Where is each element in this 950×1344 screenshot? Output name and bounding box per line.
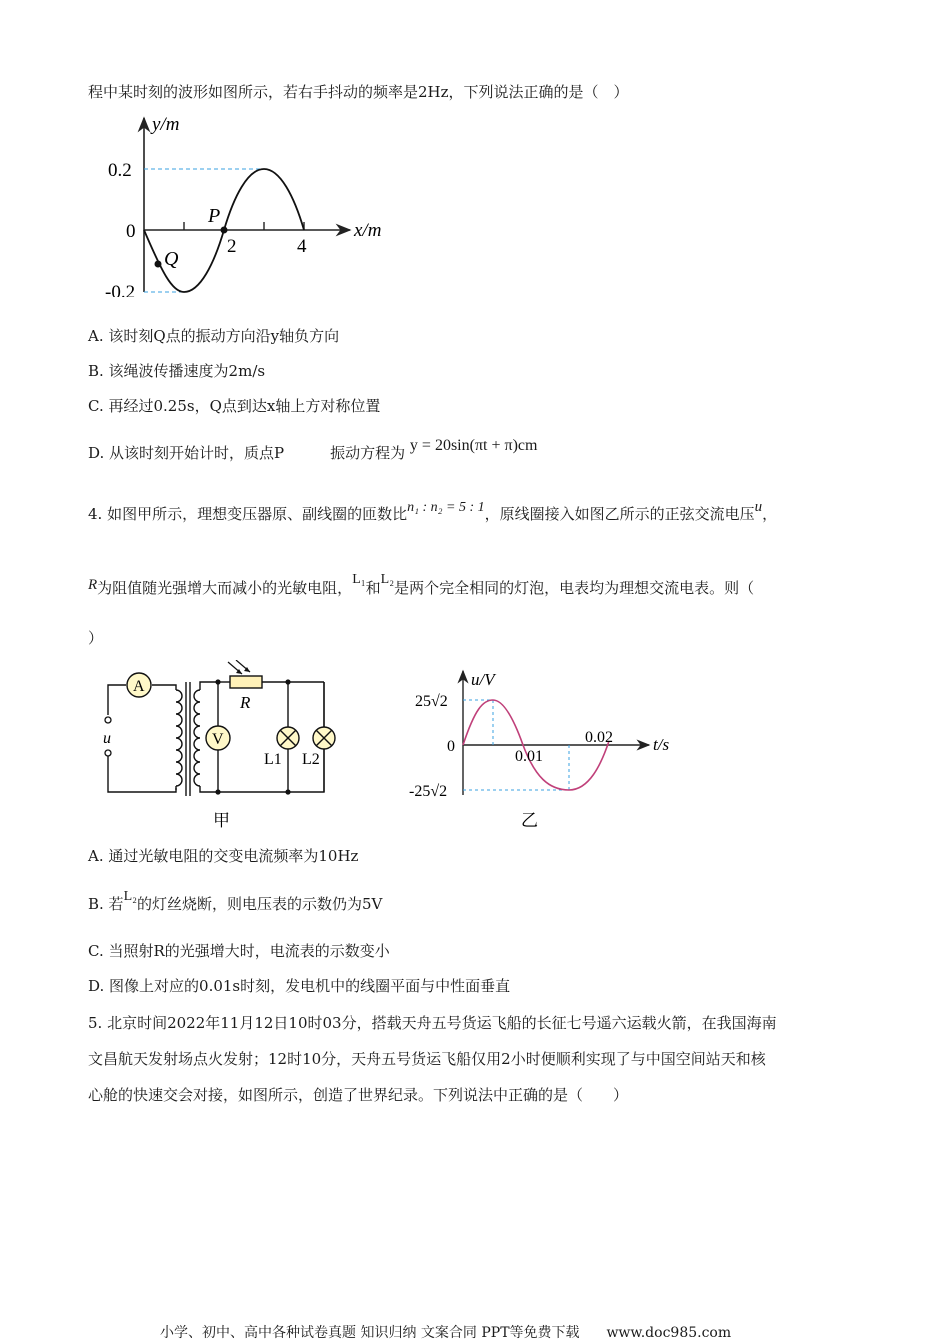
q4-option-b-lamp: L₂	[123, 889, 137, 904]
q3-option-d-formula: y = 20sin(πt + π)cm	[409, 437, 538, 454]
wave-y-bottom: -0.2	[105, 282, 136, 297]
q3-option-d-prefix: D. 从该时刻开始计时，质点P	[88, 444, 285, 462]
ac-t1-label: 0.01	[515, 748, 543, 765]
q5-line3: 心舱的快速交会对接，如图所示，创造了世界纪录。下列说法中正确的是（ ）	[88, 1086, 629, 1104]
q4-option-b: B. 若L₂的灯丝烧断，则电压表的示数仍为5V	[88, 889, 383, 913]
wave-y-top: 0.2	[108, 160, 132, 181]
q5-line2: 文昌航天发射场点火发射；12时10分，天舟五号货运飞船仅用2小时便顺利实现了与中国空间站天和核	[88, 1050, 766, 1068]
lamp-l2-label: L2	[302, 751, 320, 768]
voltmeter-label: V	[212, 731, 224, 748]
ac-graph	[405, 665, 695, 835]
wave-x-4: 4	[297, 236, 307, 257]
q4-stem-line3: ）	[88, 629, 104, 647]
q4-stem-line2: R为阻值随光强增大而减小的光敏电阻，L₁和L₂是两个完全相同的灯泡，电表均为理想交流电表。则（	[88, 572, 755, 597]
wave-x-2: 2	[227, 236, 237, 257]
q3-option-d-mid: 振动方程为	[330, 444, 406, 462]
ac-top-label: 25√2	[415, 693, 448, 710]
ac-zero-label: 0	[447, 738, 455, 755]
q4-r-symbol: R	[88, 577, 98, 593]
wave-p-label: P	[208, 205, 221, 227]
q4-voltage-symbol: u	[754, 499, 763, 515]
q4-option-a: A. 通过光敏电阻的交变电流频率为10Hz	[88, 847, 359, 865]
q4-stem-line1: 4. 如图甲所示，理想变压器原、副线圈的匝数比n₁ : n₂ = 5 : 1，原线圈接入如图乙所示的正弦交流电压u，	[88, 499, 778, 523]
lamp-l2-symbol	[313, 727, 335, 749]
circuit-figure	[96, 660, 356, 830]
q4-lamp1: L₁	[352, 572, 366, 587]
lamp-l1-symbol	[277, 727, 299, 749]
ac-bottom-label: -25√2	[409, 783, 448, 800]
q4-turns-ratio: n₁ : n₂ = 5 : 1	[407, 500, 485, 515]
wave-y-zero: 0	[126, 221, 136, 242]
photoresistor-symbol	[230, 676, 262, 688]
q4-lamp2: L₂	[380, 572, 395, 587]
footer-url[interactable]: www.doc985.com	[606, 1325, 732, 1341]
q4-option-c: C. 当照射R的光强增大时，电流表的示数变小	[88, 942, 390, 960]
lamp-l1-label: L1	[264, 751, 282, 768]
q3-stem-tail: 程中某时刻的波形如图所示，若右手抖动的频率是2Hz，下列说法正确的是（ ）	[88, 83, 629, 101]
ammeter-label: A	[133, 678, 145, 695]
ac-caption: 乙	[521, 811, 538, 830]
point-q-dot	[155, 261, 162, 268]
footer-text: 小学、初中、高中各种试卷真题 知识归纳 文案合同 PPT等免费下载	[160, 1325, 580, 1341]
page-footer	[160, 1322, 731, 1342]
q3-option-b: B. 该绳波传播速度为2m/s	[88, 362, 266, 380]
resistor-label: R	[240, 693, 251, 712]
ac-y-label: u/V	[471, 670, 495, 689]
circuit-caption: 甲	[213, 811, 230, 830]
wave-y-label: y/m	[152, 114, 180, 135]
input-label: u	[103, 730, 111, 747]
q4-option-d: D. 图像上对应的0.01s时刻，发电机中的线圈平面与中性面垂直	[88, 977, 511, 995]
q5-line1: 5. 北京时间2022年11月12日10时03分，搭载天舟五号货运飞船的长征七号遥六运载火箭，在我国海南	[88, 1014, 777, 1032]
q3-option-a: A. 该时刻Q点的振动方向沿y轴负方向	[88, 327, 340, 345]
ac-x-label: t/s	[653, 735, 670, 754]
ac-t2-label: 0.02	[585, 729, 613, 746]
wave-q-label: Q	[164, 248, 179, 270]
wave-x-label: x/m	[354, 220, 382, 241]
q3-option-c: C. 再经过0.25s，Q点到达x轴上方对称位置	[88, 397, 381, 415]
wave-figure	[100, 112, 400, 297]
point-p-dot	[221, 227, 228, 234]
q3-option-d	[88, 437, 538, 464]
